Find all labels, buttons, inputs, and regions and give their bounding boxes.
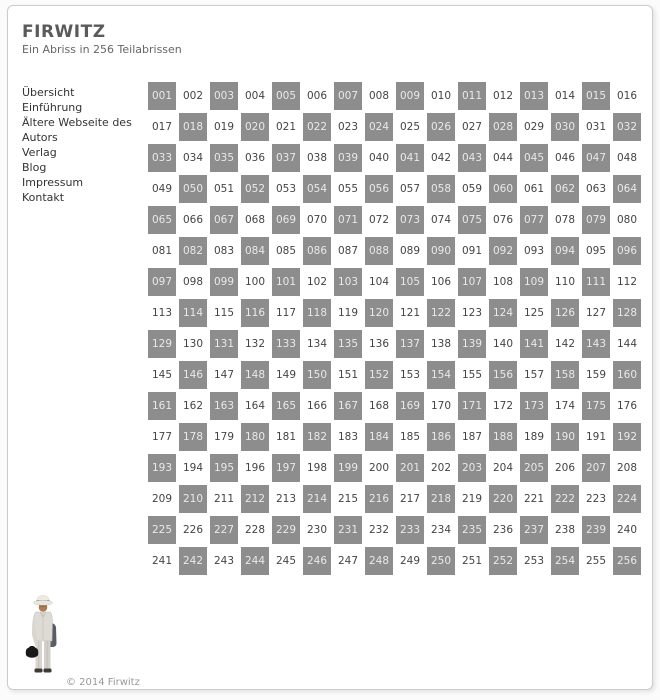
grid-cell-110[interactable]: 110: [551, 268, 579, 296]
grid-cell-116[interactable]: 116: [241, 299, 269, 327]
grid-cell-171[interactable]: 171: [458, 392, 486, 420]
grid-cell-062[interactable]: 062: [551, 175, 579, 203]
grid-cell-243[interactable]: 243: [210, 547, 238, 575]
grid-cell-056[interactable]: 056: [365, 175, 393, 203]
grid-cell-229[interactable]: 229: [272, 516, 300, 544]
grid-cell-141[interactable]: 141: [520, 330, 548, 358]
grid-cell-095[interactable]: 095: [582, 237, 610, 265]
grid-cell-005[interactable]: 005: [272, 82, 300, 110]
grid-cell-034[interactable]: 034: [179, 144, 207, 172]
grid-cell-039[interactable]: 039: [334, 144, 362, 172]
grid-cell-173[interactable]: 173: [520, 392, 548, 420]
grid-cell-003[interactable]: 003: [210, 82, 238, 110]
grid-cell-119[interactable]: 119: [334, 299, 362, 327]
grid-cell-022[interactable]: 022: [303, 113, 331, 141]
grid-cell-112[interactable]: 112: [613, 268, 641, 296]
grid-cell-043[interactable]: 043: [458, 144, 486, 172]
grid-cell-060[interactable]: 060: [489, 175, 517, 203]
grid-cell-002[interactable]: 002: [179, 82, 207, 110]
grid-cell-192[interactable]: 192: [613, 423, 641, 451]
grid-cell-061[interactable]: 061: [520, 175, 548, 203]
grid-cell-128[interactable]: 128: [613, 299, 641, 327]
grid-cell-167[interactable]: 167: [334, 392, 362, 420]
grid-cell-113[interactable]: 113: [148, 299, 176, 327]
grid-cell-074[interactable]: 074: [427, 206, 455, 234]
grid-cell-090[interactable]: 090: [427, 237, 455, 265]
grid-cell-190[interactable]: 190: [551, 423, 579, 451]
grid-cell-031[interactable]: 031: [582, 113, 610, 141]
grid-cell-082[interactable]: 082: [179, 237, 207, 265]
grid-cell-007[interactable]: 007: [334, 82, 362, 110]
grid-cell-032[interactable]: 032: [613, 113, 641, 141]
grid-cell-018[interactable]: 018: [179, 113, 207, 141]
grid-cell-101[interactable]: 101: [272, 268, 300, 296]
site-card: [7, 5, 653, 690]
grid-cell-207[interactable]: 207: [582, 454, 610, 482]
grid-cell-191[interactable]: 191: [582, 423, 610, 451]
grid-cell-146[interactable]: 146: [179, 361, 207, 389]
grid-cell-024[interactable]: 024: [365, 113, 393, 141]
grid-cell-256[interactable]: 256: [613, 547, 641, 575]
grid-cell-107[interactable]: 107: [458, 268, 486, 296]
grid-cell-142[interactable]: 142: [551, 330, 579, 358]
grid-cell-220[interactable]: 220: [489, 485, 517, 513]
grid-cell-193[interactable]: 193: [148, 454, 176, 482]
sidebar-item-kontakt[interactable]: Kontakt: [22, 191, 65, 204]
man-with-briefcase-image: [23, 593, 65, 677]
grid-cell-098[interactable]: 098: [179, 268, 207, 296]
grid-cell-217[interactable]: 217: [396, 485, 424, 513]
grid-cell-164[interactable]: 164: [241, 392, 269, 420]
grid-cell-047[interactable]: 047: [582, 144, 610, 172]
grid-cell-145[interactable]: 145: [148, 361, 176, 389]
grid-cell-006[interactable]: 006: [303, 82, 331, 110]
grid-cell-218[interactable]: 218: [427, 485, 455, 513]
grid-cell-126[interactable]: 126: [551, 299, 579, 327]
grid-cell-080[interactable]: 080: [613, 206, 641, 234]
grid-cell-127[interactable]: 127: [582, 299, 610, 327]
grid-cell-196[interactable]: 196: [241, 454, 269, 482]
grid-cell-055[interactable]: 055: [334, 175, 362, 203]
sidebar-item-verlag[interactable]: Verlag: [22, 146, 57, 159]
grid-cell-030[interactable]: 030: [551, 113, 579, 141]
grid-cell-105[interactable]: 105: [396, 268, 424, 296]
grid-cell-208[interactable]: 208: [613, 454, 641, 482]
grid-cell-158[interactable]: 158: [551, 361, 579, 389]
grid-cell-177[interactable]: 177: [148, 423, 176, 451]
grid-cell-100[interactable]: 100: [241, 268, 269, 296]
grid-cell-103[interactable]: 103: [334, 268, 362, 296]
grid-cell-240[interactable]: 240: [613, 516, 641, 544]
grid-cell-230[interactable]: 230: [303, 516, 331, 544]
grid-cell-179[interactable]: 179: [210, 423, 238, 451]
grid-cell-044[interactable]: 044: [489, 144, 517, 172]
grid-cell-063[interactable]: 063: [582, 175, 610, 203]
grid-cell-203[interactable]: 203: [458, 454, 486, 482]
grid-cell-237[interactable]: 237: [520, 516, 548, 544]
grid-cell-233[interactable]: 233: [396, 516, 424, 544]
grid-cell-052[interactable]: 052: [241, 175, 269, 203]
grid-cell-108[interactable]: 108: [489, 268, 517, 296]
grid-cell-071[interactable]: 071: [334, 206, 362, 234]
grid-cell-170[interactable]: 170: [427, 392, 455, 420]
grid-cell-069[interactable]: 069: [272, 206, 300, 234]
grid-cell-114[interactable]: 114: [179, 299, 207, 327]
copyright-text: © 2014 Firwitz: [66, 677, 140, 688]
grid-cell-169[interactable]: 169: [396, 392, 424, 420]
grid-cell-231[interactable]: 231: [334, 516, 362, 544]
grid-cell-178[interactable]: 178: [179, 423, 207, 451]
grid-cell-094[interactable]: 094: [551, 237, 579, 265]
grid-cell-188[interactable]: 188: [489, 423, 517, 451]
grid-cell-046[interactable]: 046: [551, 144, 579, 172]
grid-cell-015[interactable]: 015: [582, 82, 610, 110]
grid-cell-250[interactable]: 250: [427, 547, 455, 575]
grid-cell-202[interactable]: 202: [427, 454, 455, 482]
grid-cell-028[interactable]: 028: [489, 113, 517, 141]
sidebar-item-impressum[interactable]: Impressum: [22, 176, 84, 189]
grid-cell-159[interactable]: 159: [582, 361, 610, 389]
grid-cell-125[interactable]: 125: [520, 299, 548, 327]
grid-cell-041[interactable]: 041: [396, 144, 424, 172]
grid-cell-154[interactable]: 154: [427, 361, 455, 389]
grid-cell-138[interactable]: 138: [427, 330, 455, 358]
grid-cell-092[interactable]: 092: [489, 237, 517, 265]
sidebar-item-aeltere-webseite-des-autors[interactable]: Ältere Webseite des Autors: [22, 116, 132, 144]
grid-cell-004[interactable]: 004: [241, 82, 269, 110]
grid-cell-176[interactable]: 176: [613, 392, 641, 420]
grid-cell-042[interactable]: 042: [427, 144, 455, 172]
grid-cell-199[interactable]: 199: [334, 454, 362, 482]
grid-cell-162[interactable]: 162: [179, 392, 207, 420]
grid-cell-213[interactable]: 213: [272, 485, 300, 513]
grid-cell-166[interactable]: 166: [303, 392, 331, 420]
grid-cell-165[interactable]: 165: [272, 392, 300, 420]
grid-cell-036[interactable]: 036: [241, 144, 269, 172]
grid-cell-040[interactable]: 040: [365, 144, 393, 172]
grid-cell-152[interactable]: 152: [365, 361, 393, 389]
grid-cell-115[interactable]: 115: [210, 299, 238, 327]
site-subtitle: Ein Abriss in 256 Teilabrissen: [22, 43, 182, 56]
grid-cell-081[interactable]: 081: [148, 237, 176, 265]
grid-cell-140[interactable]: 140: [489, 330, 517, 358]
grid-cell-009[interactable]: 009: [396, 82, 424, 110]
grid-cell-038[interactable]: 038: [303, 144, 331, 172]
grid-cell-244[interactable]: 244: [241, 547, 269, 575]
grid-cell-236[interactable]: 236: [489, 516, 517, 544]
grid-cell-150[interactable]: 150: [303, 361, 331, 389]
grid-cell-209[interactable]: 209: [148, 485, 176, 513]
grid-cell-037[interactable]: 037: [272, 144, 300, 172]
grid-cell-106[interactable]: 106: [427, 268, 455, 296]
grid-cell-111[interactable]: 111: [582, 268, 610, 296]
grid-cell-010[interactable]: 010: [427, 82, 455, 110]
grid-cell-070[interactable]: 070: [303, 206, 331, 234]
grid-cell-088[interactable]: 088: [365, 237, 393, 265]
grid-cell-144[interactable]: 144: [613, 330, 641, 358]
grid-cell-182[interactable]: 182: [303, 423, 331, 451]
grid-cell-117[interactable]: 117: [272, 299, 300, 327]
grid-cell-017[interactable]: 017: [148, 113, 176, 141]
grid-cell-121[interactable]: 121: [396, 299, 424, 327]
grid-cell-026[interactable]: 026: [427, 113, 455, 141]
grid-cell-252[interactable]: 252: [489, 547, 517, 575]
grid-cell-091[interactable]: 091: [458, 237, 486, 265]
grid-cell-065[interactable]: 065: [148, 206, 176, 234]
grid-cell-157[interactable]: 157: [520, 361, 548, 389]
grid-cell-184[interactable]: 184: [365, 423, 393, 451]
grid-cell-068[interactable]: 068: [241, 206, 269, 234]
grid-cell-122[interactable]: 122: [427, 299, 455, 327]
grid-cell-248[interactable]: 248: [365, 547, 393, 575]
grid-cell-139[interactable]: 139: [458, 330, 486, 358]
grid-cell-189[interactable]: 189: [520, 423, 548, 451]
grid-cell-014[interactable]: 014: [551, 82, 579, 110]
grid-cell-086[interactable]: 086: [303, 237, 331, 265]
grid-cell-029[interactable]: 029: [520, 113, 548, 141]
grid-cell-242[interactable]: 242: [179, 547, 207, 575]
grid-cell-058[interactable]: 058: [427, 175, 455, 203]
grid-cell-245[interactable]: 245: [272, 547, 300, 575]
grid-cell-066[interactable]: 066: [179, 206, 207, 234]
grid-cell-051[interactable]: 051: [210, 175, 238, 203]
grid-cell-008[interactable]: 008: [365, 82, 393, 110]
grid-cell-161[interactable]: 161: [148, 392, 176, 420]
grid-cell-226[interactable]: 226: [179, 516, 207, 544]
grid-cell-087[interactable]: 087: [334, 237, 362, 265]
grid-cell-186[interactable]: 186: [427, 423, 455, 451]
grid-cell-033[interactable]: 033: [148, 144, 176, 172]
sidebar-item-blog[interactable]: Blog: [22, 161, 47, 174]
grid-cell-001[interactable]: 001: [148, 82, 176, 110]
grid-cell-072[interactable]: 072: [365, 206, 393, 234]
grid-cell-045[interactable]: 045: [520, 144, 548, 172]
grid-cell-057[interactable]: 057: [396, 175, 424, 203]
grid-cell-183[interactable]: 183: [334, 423, 362, 451]
grid-cell-224[interactable]: 224: [613, 485, 641, 513]
grid-cell-085[interactable]: 085: [272, 237, 300, 265]
grid-cell-214[interactable]: 214: [303, 485, 331, 513]
grid-cell-120[interactable]: 120: [365, 299, 393, 327]
grid-cell-221[interactable]: 221: [520, 485, 548, 513]
grid-cell-246[interactable]: 246: [303, 547, 331, 575]
grid-cell-132[interactable]: 132: [241, 330, 269, 358]
grid-cell-016[interactable]: 016: [613, 82, 641, 110]
grid-cell-137[interactable]: 137: [396, 330, 424, 358]
grid-cell-077[interactable]: 077: [520, 206, 548, 234]
grid-cell-102[interactable]: 102: [303, 268, 331, 296]
grid-cell-172[interactable]: 172: [489, 392, 517, 420]
grid-cell-194[interactable]: 194: [179, 454, 207, 482]
grid-cell-249[interactable]: 249: [396, 547, 424, 575]
grid-cell-254[interactable]: 254: [551, 547, 579, 575]
grid-cell-153[interactable]: 153: [396, 361, 424, 389]
grid-cell-148[interactable]: 148: [241, 361, 269, 389]
grid-cell-155[interactable]: 155: [458, 361, 486, 389]
grid-cell-151[interactable]: 151: [334, 361, 362, 389]
grid-cell-187[interactable]: 187: [458, 423, 486, 451]
grid-cell-099[interactable]: 099: [210, 268, 238, 296]
grid-cell-079[interactable]: 079: [582, 206, 610, 234]
grid-cell-067[interactable]: 067: [210, 206, 238, 234]
grid-cell-163[interactable]: 163: [210, 392, 238, 420]
grid-cell-235[interactable]: 235: [458, 516, 486, 544]
grid-cell-216[interactable]: 216: [365, 485, 393, 513]
grid-cell-195[interactable]: 195: [210, 454, 238, 482]
grid-cell-076[interactable]: 076: [489, 206, 517, 234]
grid-cell-134[interactable]: 134: [303, 330, 331, 358]
grid-cell-223[interactable]: 223: [582, 485, 610, 513]
sidebar-item-einfuehrung[interactable]: Einführung: [22, 101, 83, 114]
grid-cell-185[interactable]: 185: [396, 423, 424, 451]
grid-cell-198[interactable]: 198: [303, 454, 331, 482]
grid-cell-225[interactable]: 225: [148, 516, 176, 544]
grid-cell-011[interactable]: 011: [458, 82, 486, 110]
grid-cell-129[interactable]: 129: [148, 330, 176, 358]
grid-cell-093[interactable]: 093: [520, 237, 548, 265]
grid-cell-241[interactable]: 241: [148, 547, 176, 575]
grid-cell-136[interactable]: 136: [365, 330, 393, 358]
grid-cell-232[interactable]: 232: [365, 516, 393, 544]
grid-cell-175[interactable]: 175: [582, 392, 610, 420]
grid-cell-147[interactable]: 147: [210, 361, 238, 389]
grid-cell-021[interactable]: 021: [272, 113, 300, 141]
grid-cell-234[interactable]: 234: [427, 516, 455, 544]
grid-cell-247[interactable]: 247: [334, 547, 362, 575]
grid-cell-212[interactable]: 212: [241, 485, 269, 513]
grid-cell-078[interactable]: 078: [551, 206, 579, 234]
grid-cell-064[interactable]: 064: [613, 175, 641, 203]
grid-cell-168[interactable]: 168: [365, 392, 393, 420]
grid-cell-012[interactable]: 012: [489, 82, 517, 110]
grid-cell-255[interactable]: 255: [582, 547, 610, 575]
grid-cell-156[interactable]: 156: [489, 361, 517, 389]
grid-cell-201[interactable]: 201: [396, 454, 424, 482]
grid-cell-181[interactable]: 181: [272, 423, 300, 451]
grid-cell-211[interactable]: 211: [210, 485, 238, 513]
grid-cell-130[interactable]: 130: [179, 330, 207, 358]
grid-cell-035[interactable]: 035: [210, 144, 238, 172]
grid-cell-135[interactable]: 135: [334, 330, 362, 358]
grid-cell-149[interactable]: 149: [272, 361, 300, 389]
grid-cell-251[interactable]: 251: [458, 547, 486, 575]
grid-cell-123[interactable]: 123: [458, 299, 486, 327]
grid-cell-174[interactable]: 174: [551, 392, 579, 420]
grid-cell-050[interactable]: 050: [179, 175, 207, 203]
grid-cell-204[interactable]: 204: [489, 454, 517, 482]
grid-cell-253[interactable]: 253: [520, 547, 548, 575]
grid-cell-143[interactable]: 143: [582, 330, 610, 358]
grid-cell-197[interactable]: 197: [272, 454, 300, 482]
grid-cell-215[interactable]: 215: [334, 485, 362, 513]
briefcase-shape: [26, 647, 39, 658]
grid-cell-053[interactable]: 053: [272, 175, 300, 203]
grid-cell-075[interactable]: 075: [458, 206, 486, 234]
sidebar-nav: [22, 85, 142, 205]
grid-cell-084[interactable]: 084: [241, 237, 269, 265]
grid-cell-025[interactable]: 025: [396, 113, 424, 141]
grid-cell-160[interactable]: 160: [613, 361, 641, 389]
grid-cell-131[interactable]: 131: [210, 330, 238, 358]
grid-cell-083[interactable]: 083: [210, 237, 238, 265]
grid-cell-020[interactable]: 020: [241, 113, 269, 141]
grid-cell-180[interactable]: 180: [241, 423, 269, 451]
chapter-grid: [148, 82, 641, 575]
grid-cell-227[interactable]: 227: [210, 516, 238, 544]
grid-cell-228[interactable]: 228: [241, 516, 269, 544]
grid-cell-118[interactable]: 118: [303, 299, 331, 327]
grid-cell-059[interactable]: 059: [458, 175, 486, 203]
grid-cell-200[interactable]: 200: [365, 454, 393, 482]
grid-cell-219[interactable]: 219: [458, 485, 486, 513]
grid-cell-222[interactable]: 222: [551, 485, 579, 513]
grid-cell-133[interactable]: 133: [272, 330, 300, 358]
grid-cell-239[interactable]: 239: [582, 516, 610, 544]
grid-cell-238[interactable]: 238: [551, 516, 579, 544]
grid-cell-205[interactable]: 205: [520, 454, 548, 482]
grid-cell-124[interactable]: 124: [489, 299, 517, 327]
grid-cell-109[interactable]: 109: [520, 268, 548, 296]
site-title: FIRWITZ: [22, 22, 106, 42]
grid-cell-048[interactable]: 048: [613, 144, 641, 172]
grid-cell-013[interactable]: 013: [520, 82, 548, 110]
grid-cell-206[interactable]: 206: [551, 454, 579, 482]
grid-cell-104[interactable]: 104: [365, 268, 393, 296]
sidebar-item-uebersicht[interactable]: Übersicht: [22, 86, 75, 99]
grid-cell-023[interactable]: 023: [334, 113, 362, 141]
grid-cell-019[interactable]: 019: [210, 113, 238, 141]
grid-cell-073[interactable]: 073: [396, 206, 424, 234]
grid-cell-027[interactable]: 027: [458, 113, 486, 141]
grid-cell-210[interactable]: 210: [179, 485, 207, 513]
grid-cell-097[interactable]: 097: [148, 268, 176, 296]
grid-cell-049[interactable]: 049: [148, 175, 176, 203]
grid-cell-089[interactable]: 089: [396, 237, 424, 265]
grid-cell-096[interactable]: 096: [613, 237, 641, 265]
grid-cell-054[interactable]: 054: [303, 175, 331, 203]
